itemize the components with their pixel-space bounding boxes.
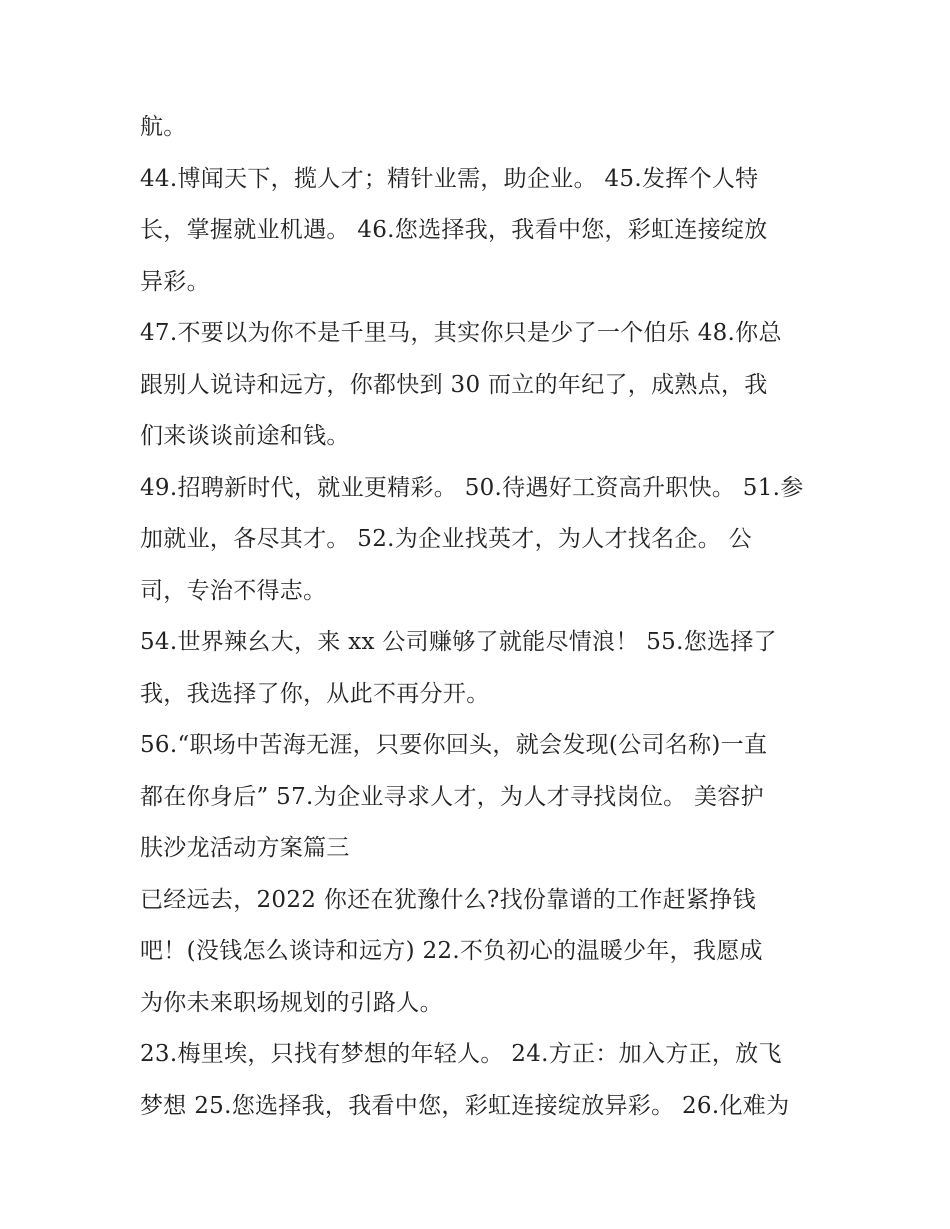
text-line: 47.不要以为你不是千里马，其实你只是少了一个伯乐 48.你总 [140,320,782,346]
text-line: 加就业，各尽其才。 52.为企业找英才，为人才找名企。 公 [140,526,752,552]
text-line: 54.世界辣幺大，来 xx 公司赚够了就能尽情浪！ 55.您选择了 [140,629,777,655]
text-line: 吧！(没钱怎么谈诗和远方) 22.不负初心的温暖少年，我愿成 [140,938,763,964]
text-line: 23.梅里埃，只找有梦想的年轻人。 24.方正：加入方正，放飞 [140,1041,782,1067]
body-text [140,102,830,1132]
text-line: 长，掌握就业机遇。 46.您选择我，我看中您，彩虹连接绽放 [140,217,768,243]
text-line: 都在你身后” 57.为企业寻求人才，为人才寻找岗位。 美容护 [140,783,764,810]
text-line: 56.“职场中苦海无涯，只要你回头，就会发现(公司名称)一直 [140,732,768,758]
text-line: 异彩。 [140,268,210,295]
text-line: 我，我选择了你，从此不再分开。 [140,680,490,707]
text-line: 49.招聘新时代，就业更精彩。 50.待遇好工资高升职快。 51.参 [140,474,804,501]
text-line: 已经远去，2022 你还在犹豫什么?找份靠谱的工作赶紧挣钱 [140,886,756,913]
text-line: 跟别人说诗和远方，你都快到 30 而立的年纪了，成熟点，我 [140,371,768,398]
text-line: 们来谈谈前途和钱。 [140,423,350,449]
text-line: 肤沙龙活动方案篇三 [140,835,350,861]
text-line: 44.博闻天下，揽人才；精针业需，助企业。 45.发挥个人特 [140,165,759,192]
text-line: 航。 [140,114,187,140]
text-line: 司，专治不得志。 [140,577,327,604]
text-line: 梦想 25.您选择我，我看中您，彩虹连接绽放异彩。 26.化难为 [140,1092,790,1119]
text-line: 为你未来职场规划的引路人。 [140,989,443,1016]
